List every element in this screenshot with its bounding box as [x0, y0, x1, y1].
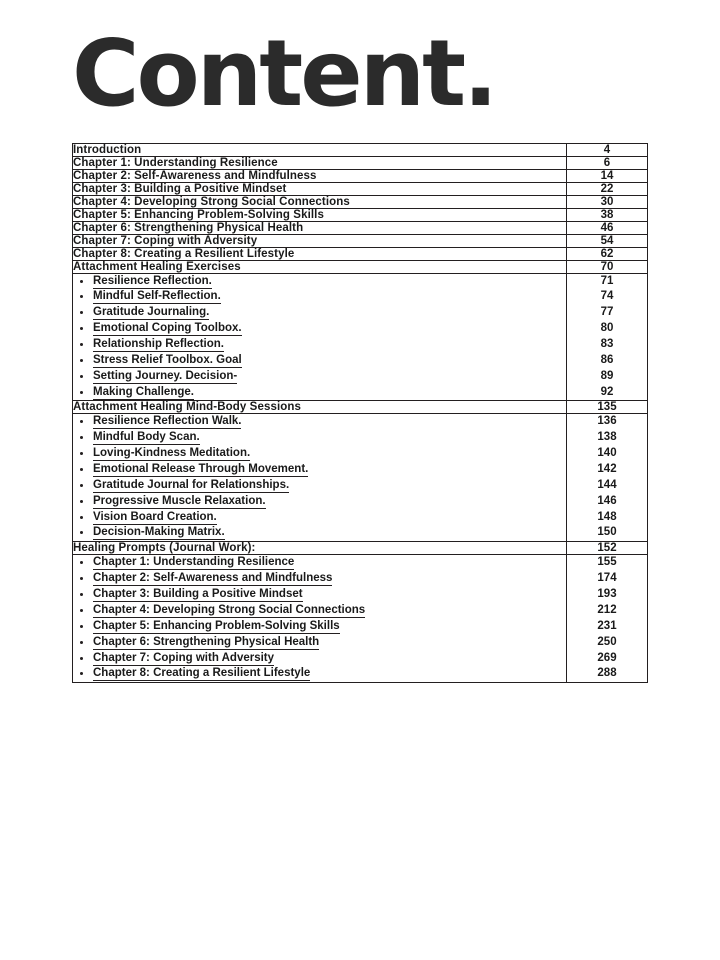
- page-number: 288: [597, 667, 617, 680]
- toc-entry-label: Chapter 5: Enhancing Problem-Solving Skills: [73, 208, 567, 221]
- toc-entry-label: Chapter 1: Understanding Resilience: [73, 156, 567, 169]
- table-row[interactable]: [73, 169, 648, 182]
- list-item-label: Chapter 3: Building a Positive Mindset: [93, 588, 303, 601]
- list-item[interactable]: [91, 353, 566, 369]
- toc-entry-page: 46: [567, 221, 648, 234]
- page-number: 71: [600, 274, 614, 287]
- page-number: 89: [600, 369, 614, 382]
- toc-entry-label: Attachment Healing Mind-Body Sessions: [73, 401, 567, 414]
- table-row[interactable]: [73, 542, 648, 555]
- list-item[interactable]: [91, 369, 566, 385]
- page-number: 140: [597, 447, 617, 460]
- page-number: 144: [597, 478, 617, 491]
- toc-entry-page: 38: [567, 208, 648, 221]
- page-number: 250: [597, 635, 617, 648]
- list-item-label: Making Challenge.: [93, 385, 194, 398]
- page-number: 231: [597, 619, 617, 632]
- list-item[interactable]: [91, 571, 566, 587]
- list-item[interactable]: [91, 305, 566, 321]
- toc-entry-page: 70: [567, 260, 648, 273]
- list-item[interactable]: [91, 478, 566, 494]
- list-item-label: Chapter 6: Strengthening Physical Health: [93, 635, 320, 648]
- list-item-label: Emotional Release Through Movement.: [93, 463, 309, 476]
- page-number: 150: [597, 526, 617, 539]
- mind-body-list: [73, 414, 566, 541]
- exercises-list-cell: [73, 273, 567, 401]
- exercises-list: [73, 274, 566, 401]
- list-item[interactable]: [91, 635, 566, 651]
- list-item[interactable]: [91, 430, 566, 446]
- table-row[interactable]: [73, 195, 648, 208]
- table-row[interactable]: [73, 156, 648, 169]
- table-row-mind-body: [73, 414, 648, 542]
- page-number: 80: [600, 322, 614, 335]
- list-item-label: Chapter 5: Enhancing Problem-Solving Skills: [93, 619, 340, 632]
- list-item[interactable]: [91, 587, 566, 603]
- table-row[interactable]: [73, 247, 648, 260]
- toc-entry-label: Chapter 7: Coping with Adversity: [73, 234, 567, 247]
- toc-entry-page: 4: [567, 143, 648, 156]
- list-item[interactable]: [91, 510, 566, 526]
- list-item-label: Loving-Kindness Meditation.: [93, 447, 251, 460]
- list-item[interactable]: [91, 274, 566, 290]
- toc-entry-label: Introduction: [73, 143, 567, 156]
- mind-body-page-numbers: [567, 414, 648, 542]
- toc-entry-page: 30: [567, 195, 648, 208]
- toc-entry-page: 6: [567, 156, 648, 169]
- list-item[interactable]: [91, 494, 566, 510]
- list-item[interactable]: [91, 555, 566, 571]
- table-row-exercises: [73, 273, 648, 401]
- mind-body-list-cell: [73, 414, 567, 542]
- page-number: 269: [597, 651, 617, 664]
- toc-entry-label: Chapter 3: Building a Positive Mindset: [73, 182, 567, 195]
- table-row[interactable]: [73, 208, 648, 221]
- prompts-list-cell: [73, 555, 567, 683]
- toc-entry-label: Chapter 6: Strengthening Physical Health: [73, 221, 567, 234]
- list-item-label: Chapter 8: Creating a Resilient Lifestyle: [93, 667, 311, 680]
- table-row[interactable]: [73, 401, 648, 414]
- list-item[interactable]: [91, 651, 566, 667]
- page-number: 136: [597, 415, 617, 428]
- list-item[interactable]: [91, 446, 566, 462]
- prompts-page-numbers: [567, 555, 648, 683]
- table-row[interactable]: [73, 221, 648, 234]
- list-item-label: Resilience Reflection Walk.: [93, 415, 242, 428]
- toc-entry-page: 152: [567, 542, 648, 555]
- list-item[interactable]: [91, 619, 566, 635]
- page-number: 148: [597, 510, 617, 523]
- list-item-label: Vision Board Creation.: [93, 510, 217, 523]
- page-number: 146: [597, 494, 617, 507]
- list-item[interactable]: [91, 289, 566, 305]
- page-title: Content.: [72, 20, 496, 127]
- list-item[interactable]: [91, 603, 566, 619]
- list-item-label: Chapter 1: Understanding Resilience: [93, 556, 295, 569]
- table-row[interactable]: [73, 260, 648, 273]
- toc-entry-page: 14: [567, 169, 648, 182]
- list-item-label: Emotional Coping Toolbox.: [93, 322, 242, 335]
- table-row[interactable]: [73, 182, 648, 195]
- page-number: 142: [597, 463, 617, 476]
- table-row[interactable]: [73, 143, 648, 156]
- page-number: 92: [600, 385, 614, 398]
- list-item-label: Decision-Making Matrix.: [93, 526, 225, 539]
- list-item[interactable]: [91, 462, 566, 478]
- list-item-label: Resilience Reflection.: [93, 274, 212, 287]
- page-number: 155: [597, 556, 617, 569]
- page-number: 174: [597, 572, 617, 585]
- list-item[interactable]: [91, 414, 566, 430]
- list-item-label: Progressive Muscle Relaxation.: [93, 494, 266, 507]
- list-item-label: Mindful Self-Reflection.: [93, 290, 221, 303]
- toc-entry-label: Attachment Healing Exercises: [73, 260, 567, 273]
- page-number: 212: [597, 603, 617, 616]
- prompts-list: [73, 555, 566, 682]
- list-item[interactable]: [91, 337, 566, 353]
- page-number: 77: [600, 306, 614, 319]
- table-row-prompts: [73, 555, 648, 683]
- page-number: 83: [600, 338, 614, 351]
- list-item[interactable]: [91, 321, 566, 337]
- table-of-contents: [72, 143, 648, 684]
- list-item-label: Gratitude Journal for Relationships.: [93, 478, 290, 491]
- list-item-label: Mindful Body Scan.: [93, 431, 200, 444]
- table-row[interactable]: [73, 234, 648, 247]
- list-item-label: Relationship Reflection.: [93, 338, 224, 351]
- list-item[interactable]: [91, 666, 566, 682]
- page-number: 138: [597, 431, 617, 444]
- toc-entry-page: 22: [567, 182, 648, 195]
- toc-entry-page: 135: [567, 401, 648, 414]
- page-number: 74: [600, 290, 614, 303]
- toc-entry-page: 54: [567, 234, 648, 247]
- exercises-page-numbers: [567, 273, 648, 401]
- page-number: 86: [600, 353, 614, 366]
- toc-entry-label: Chapter 8: Creating a Resilient Lifestyle: [73, 247, 567, 260]
- list-item-label: Chapter 2: Self-Awareness and Mindfulness: [93, 572, 333, 585]
- page-number: 193: [597, 588, 617, 601]
- toc-entry-label: Healing Prompts (Journal Work):: [73, 542, 567, 555]
- toc-entry-label: Chapter 4: Developing Strong Social Connections: [73, 195, 567, 208]
- list-item-label: Stress Relief Toolbox. Goal: [93, 353, 242, 366]
- toc-entry-label: Chapter 2: Self-Awareness and Mindfulness: [73, 169, 567, 182]
- list-item[interactable]: [91, 525, 566, 541]
- toc-entry-page: 62: [567, 247, 648, 260]
- list-item-label: Gratitude Journaling.: [93, 306, 210, 319]
- list-item-label: Chapter 4: Developing Strong Social Connections: [93, 603, 366, 616]
- list-item-label: Setting Journey. Decision-: [93, 369, 238, 382]
- list-item-label: Chapter 7: Coping with Adversity: [93, 651, 275, 664]
- toc-body: [73, 143, 648, 683]
- list-item[interactable]: [91, 385, 566, 401]
